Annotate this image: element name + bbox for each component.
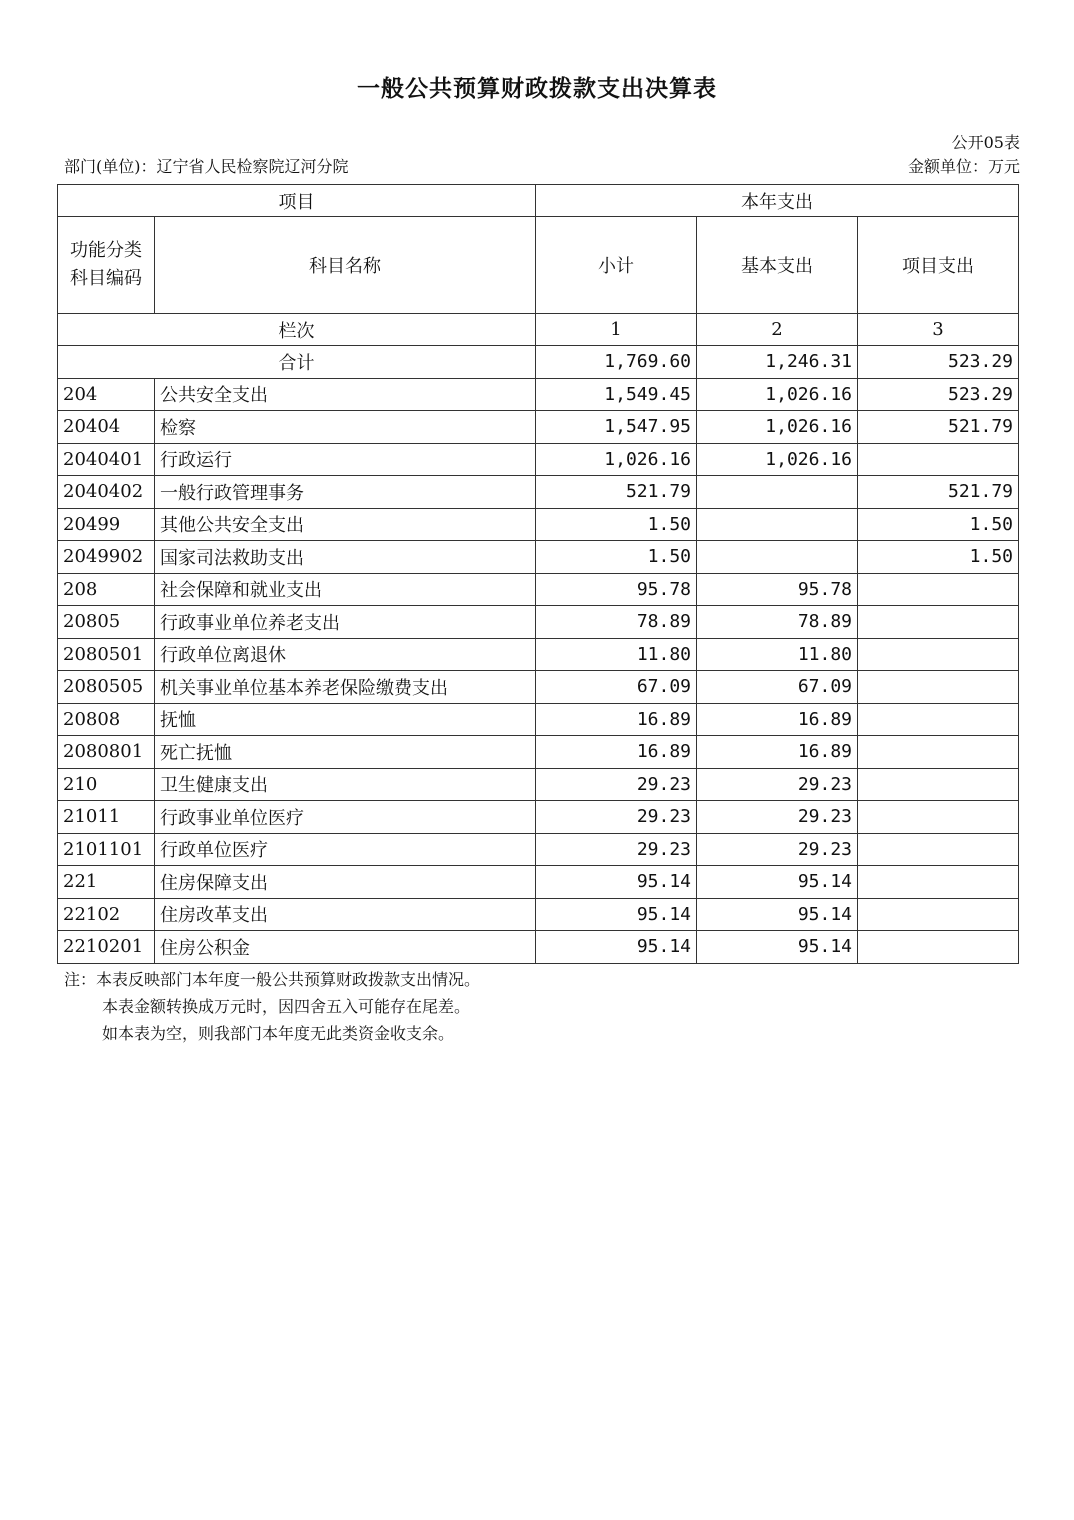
row-basic: 16.89 [697, 703, 858, 736]
form-code: 公开05表 [951, 133, 1020, 152]
total-basic: 1,246.31 [697, 346, 858, 379]
row-project: 521.79 [858, 476, 1019, 509]
row-project [858, 703, 1019, 736]
total-label: 合计 [58, 346, 536, 379]
row-code: 204 [58, 378, 155, 411]
note-line: 如本表为空，则我部门本年度无此类资金收支余。 [102, 1024, 455, 1043]
row-basic: 95.78 [697, 573, 858, 606]
table-row [58, 833, 1019, 866]
row-project [858, 671, 1019, 704]
row-code: 20805 [58, 606, 155, 639]
row-name: 行政事业单位养老支出 [155, 606, 536, 639]
row-project [858, 833, 1019, 866]
header-current-year: 本年支出 [536, 185, 1019, 217]
row-project [858, 736, 1019, 769]
row-project: 1.50 [858, 541, 1019, 574]
row-subtotal: 1,549.45 [536, 378, 697, 411]
row-project [858, 443, 1019, 476]
note-line: 注：本表反映部门本年度一般公共预算财政拨款支出情况。 [64, 970, 481, 989]
row-subtotal: 29.23 [536, 768, 697, 801]
row-code: 20808 [58, 703, 155, 736]
header-project-exp: 项目支出 [858, 217, 1019, 314]
row-project [858, 801, 1019, 834]
header-name: 科目名称 [155, 217, 536, 314]
row-project [858, 606, 1019, 639]
table-row [58, 378, 1019, 411]
total-project: 523.29 [858, 346, 1019, 379]
row-project [858, 898, 1019, 931]
row-subtotal: 67.09 [536, 671, 697, 704]
row-name: 公共安全支出 [155, 378, 536, 411]
row-basic: 16.89 [697, 736, 858, 769]
table-body [58, 185, 1019, 964]
row-subtotal: 11.80 [536, 638, 697, 671]
table-row [58, 541, 1019, 574]
amount-unit: 金额单位：万元 [907, 157, 1020, 176]
column-order-label: 栏次 [58, 314, 536, 346]
row-subtotal: 95.78 [536, 573, 697, 606]
header-code-text: 功能分类科目编码 [70, 240, 142, 289]
row-basic [697, 476, 858, 509]
department-label: 部门(单位)：辽宁省人民检察院辽河分院 [64, 157, 349, 176]
row-name: 行政运行 [155, 443, 536, 476]
row-project [858, 931, 1019, 964]
row-subtotal: 78.89 [536, 606, 697, 639]
row-basic: 1,026.16 [697, 443, 858, 476]
note-line: 本表金额转换成万元时，因四舍五入可能存在尾差。 [102, 997, 471, 1016]
row-code: 20499 [58, 508, 155, 541]
row-name: 其他公共安全支出 [155, 508, 536, 541]
header-subtotal: 小计 [536, 217, 697, 314]
row-name: 社会保障和就业支出 [155, 573, 536, 606]
header-code [58, 217, 155, 314]
table-row [58, 606, 1019, 639]
row-basic [697, 541, 858, 574]
row-code: 2040402 [58, 476, 155, 509]
row-code: 221 [58, 866, 155, 899]
table-row [58, 476, 1019, 509]
column-number-1: 1 [536, 314, 697, 346]
row-name: 国家司法救助支出 [155, 541, 536, 574]
column-number-3: 3 [858, 314, 1019, 346]
row-name: 一般行政管理事务 [155, 476, 536, 509]
row-project [858, 573, 1019, 606]
row-project [858, 768, 1019, 801]
row-basic: 95.14 [697, 898, 858, 931]
row-name: 行政单位离退休 [155, 638, 536, 671]
row-basic: 67.09 [697, 671, 858, 704]
row-subtotal: 95.14 [536, 898, 697, 931]
row-project [858, 638, 1019, 671]
row-basic: 11.80 [697, 638, 858, 671]
row-project: 521.79 [858, 411, 1019, 444]
row-code: 2080505 [58, 671, 155, 704]
page-title: 一般公共预算财政拨款支出决算表 [357, 76, 717, 102]
total-row [58, 346, 1019, 379]
row-code: 2049902 [58, 541, 155, 574]
row-code: 20404 [58, 411, 155, 444]
row-code: 2210201 [58, 931, 155, 964]
row-subtotal: 1.50 [536, 541, 697, 574]
row-project [858, 866, 1019, 899]
row-name: 住房保障支出 [155, 866, 536, 899]
table-row [58, 898, 1019, 931]
row-name: 住房公积金 [155, 931, 536, 964]
table-row [58, 508, 1019, 541]
column-number-2: 2 [697, 314, 858, 346]
row-basic: 95.14 [697, 866, 858, 899]
table-row [58, 411, 1019, 444]
row-name: 行政事业单位医疗 [155, 801, 536, 834]
row-subtotal: 1.50 [536, 508, 697, 541]
expenditure-table [57, 184, 1019, 964]
table-row [58, 768, 1019, 801]
row-code: 2080801 [58, 736, 155, 769]
row-basic: 29.23 [697, 833, 858, 866]
row-basic [697, 508, 858, 541]
table-row [58, 866, 1019, 899]
row-subtotal: 521.79 [536, 476, 697, 509]
row-basic: 78.89 [697, 606, 858, 639]
header-project: 项目 [58, 185, 536, 217]
table-row [58, 801, 1019, 834]
row-subtotal: 1,547.95 [536, 411, 697, 444]
row-basic: 1,026.16 [697, 378, 858, 411]
table-row [58, 671, 1019, 704]
row-subtotal: 29.23 [536, 833, 697, 866]
row-subtotal: 16.89 [536, 703, 697, 736]
header-basic: 基本支出 [697, 217, 858, 314]
row-project: 523.29 [858, 378, 1019, 411]
header-row-main [58, 217, 1019, 314]
row-name: 住房改革支出 [155, 898, 536, 931]
row-subtotal: 95.14 [536, 931, 697, 964]
row-subtotal: 16.89 [536, 736, 697, 769]
row-code: 21011 [58, 801, 155, 834]
table-row [58, 736, 1019, 769]
total-subtotal: 1,769.60 [536, 346, 697, 379]
table-row [58, 443, 1019, 476]
row-name: 机关事业单位基本养老保险缴费支出 [155, 671, 536, 704]
row-basic: 29.23 [697, 801, 858, 834]
header-row-top [58, 185, 1019, 217]
row-name: 行政单位医疗 [155, 833, 536, 866]
row-basic: 95.14 [697, 931, 858, 964]
column-order-row [58, 314, 1019, 346]
row-code: 2101101 [58, 833, 155, 866]
row-name: 卫生健康支出 [155, 768, 536, 801]
row-code: 22102 [58, 898, 155, 931]
table-row [58, 931, 1019, 964]
row-basic: 1,026.16 [697, 411, 858, 444]
table-row [58, 573, 1019, 606]
row-name: 抚恤 [155, 703, 536, 736]
row-subtotal: 95.14 [536, 866, 697, 899]
row-code: 208 [58, 573, 155, 606]
row-basic: 29.23 [697, 768, 858, 801]
table-row [58, 703, 1019, 736]
row-code: 2080501 [58, 638, 155, 671]
row-project: 1.50 [858, 508, 1019, 541]
row-name: 死亡抚恤 [155, 736, 536, 769]
row-subtotal: 29.23 [536, 801, 697, 834]
notes [64, 966, 480, 1047]
table-row [58, 638, 1019, 671]
row-code: 2040401 [58, 443, 155, 476]
row-name: 检察 [155, 411, 536, 444]
row-code: 210 [58, 768, 155, 801]
row-subtotal: 1,026.16 [536, 443, 697, 476]
